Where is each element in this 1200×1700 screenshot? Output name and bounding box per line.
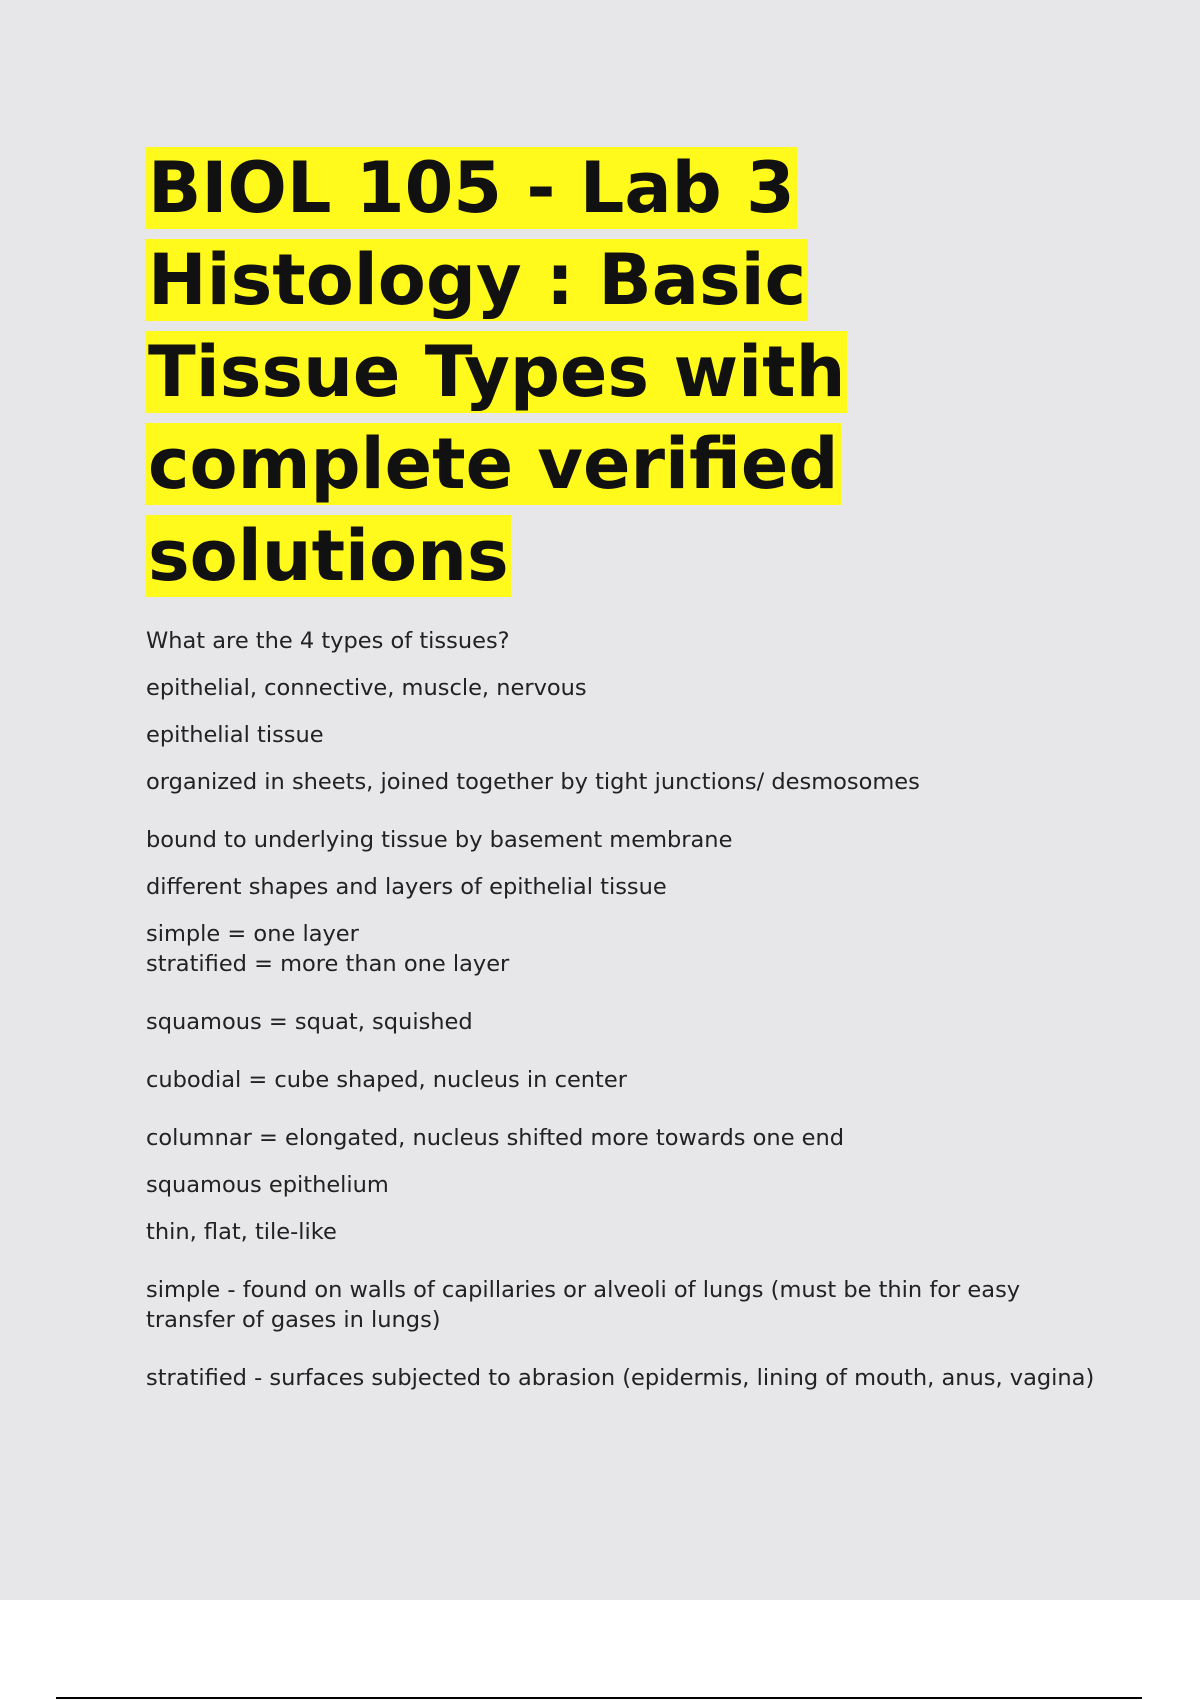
answer: squamous = squat, squished [146,1009,473,1035]
answer: thin, flat, tile-like [146,1219,337,1245]
question: What are the 4 types of tissues? [146,628,510,654]
study-entries [146,626,1106,1393]
answer: epithelial, connective, muscle, nervous [146,675,587,701]
footer-divider [56,1697,1142,1699]
document-title [146,142,906,602]
question: different shapes and layers of epithelial tissue [146,874,667,900]
answer: organized in sheets, joined together by tight junctions/ desmosomes [146,769,920,795]
question: squamous epithelium [146,1172,389,1198]
document-content [146,142,1106,1410]
answer: cubodial = cube shaped, nucleus in center [146,1067,627,1093]
question: epithelial tissue [146,722,324,748]
document-title-text: BIOL 105 - Lab 3 Histology : Basic Tissue Types with complete verified solutions [148,147,846,597]
answer: bound to underlying tissue by basement membrane [146,827,733,853]
answer: columnar = elongated, nucleus shifted more towards one end [146,1125,845,1151]
answer: simple - found on walls of capillaries or alveoli of lungs (must be thin for easy transfer of gases in lungs) [146,1277,1021,1333]
answer: stratified - surfaces subjected to abrasion (epidermis, lining of mouth, anus, vagina) [146,1365,1095,1391]
answer: simple = one layer stratified = more than one layer [146,921,510,977]
